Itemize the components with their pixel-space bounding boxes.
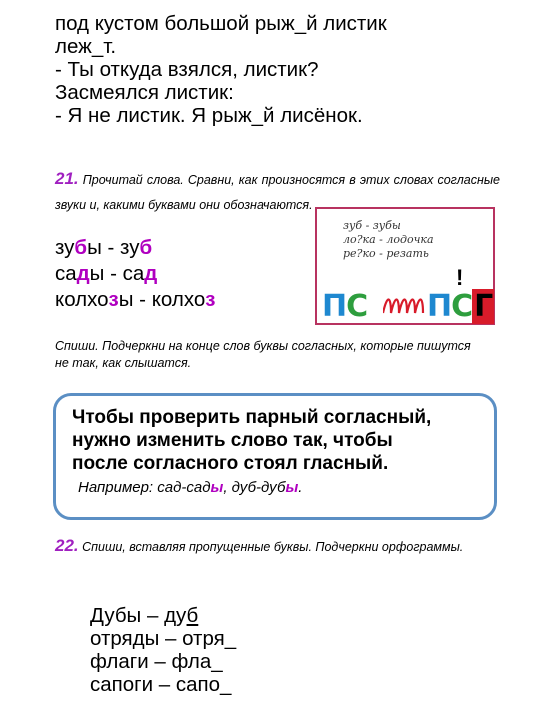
- exercise-line: [90, 650, 236, 673]
- task-22: [55, 533, 485, 560]
- word-text: сапоги – сапо: [90, 673, 221, 696]
- task-number: 21.: [55, 169, 79, 188]
- scheme-right: [427, 289, 494, 324]
- scheme-left-text: [322, 289, 367, 324]
- rule-line: после согласного стоял гласный.: [72, 453, 389, 474]
- task-instructions: Прочитай слова. Сравни, как произносятся в этих словах согласные звуки и, какими буквами они обозначаются.: [55, 173, 500, 212]
- consonant-letter: д: [144, 262, 158, 285]
- rule-example: [78, 479, 302, 496]
- rule-line: Чтобы проверить парный согласный,: [72, 407, 432, 428]
- blank: _: [220, 673, 232, 696]
- example-text: .: [298, 479, 303, 496]
- example-highlight: ы: [285, 479, 299, 496]
- blank: _: [211, 650, 223, 673]
- word-pair: [55, 261, 215, 287]
- handwritten-line: ре?ко - резать: [343, 247, 429, 260]
- word-stem: са: [122, 262, 145, 285]
- scheme-letter: П: [427, 289, 452, 324]
- scheme-letter: Г: [474, 289, 493, 324]
- scheme-right-text: [427, 289, 494, 324]
- task-instructions: Спиши, вставляя пропущенные буквы. Подчеркни орфограммы.: [82, 540, 464, 554]
- spring-connector-icon: [383, 295, 427, 317]
- exercise-line: [90, 627, 236, 650]
- example-text: , дуб-дуб: [223, 479, 286, 496]
- exercise-line: [90, 673, 236, 696]
- consonant-letter: з: [108, 288, 119, 311]
- scheme-letter: С: [346, 289, 368, 324]
- separator: -: [101, 236, 121, 259]
- consonant-letter: б: [139, 236, 153, 259]
- word-ending: ы: [118, 288, 134, 311]
- rule-box: [53, 393, 497, 520]
- rule-line: нужно изменить слово так, чтобы: [72, 430, 393, 451]
- scheme-letter: П: [322, 289, 347, 324]
- word-stem: колхо: [55, 288, 109, 311]
- intro-line: под кустом большой рыж_й листик: [55, 12, 387, 35]
- separator: -: [133, 288, 152, 311]
- handwritten-line: ло?ка - лодочка: [343, 233, 434, 246]
- word-text: Дубы – ду: [90, 604, 187, 627]
- underlined-letter: б: [186, 604, 199, 627]
- word-text: отряды – отря: [90, 627, 225, 650]
- word-pair: [55, 235, 215, 261]
- word-stem: са: [55, 262, 77, 285]
- intro-line: Засмеялся листик:: [55, 81, 234, 104]
- word-pair: [55, 287, 215, 313]
- example-highlight: ы: [210, 479, 224, 496]
- consonant-letter: з: [205, 288, 216, 311]
- exercise-line: [90, 604, 236, 627]
- intro-line: леж_т.: [55, 35, 117, 58]
- task-21-note: Спиши. Подчеркни на конце слов буквы согласных, которые пишутся не так, как слышатся.: [55, 339, 471, 370]
- word-stem: колхо: [151, 288, 206, 311]
- separator: -: [104, 262, 123, 285]
- consonant-letter: б: [74, 236, 88, 259]
- scheme-letter: С: [451, 289, 473, 324]
- exercise-words: [90, 604, 236, 696]
- handwritten-examples: [343, 219, 434, 261]
- word-text: флаги – фла: [90, 650, 212, 673]
- rule-illustration-card: [315, 207, 495, 325]
- word-pairs: [55, 235, 215, 313]
- intro-line: - Ты откуда взялся, листик?: [55, 58, 319, 81]
- handwritten-line: зуб - зубы: [343, 219, 401, 232]
- blank: _: [224, 627, 237, 650]
- task-number: 22.: [55, 536, 79, 555]
- intro-line: - Я не листик. Я рыж_й лисёнок.: [55, 104, 363, 127]
- scheme-left: [322, 289, 367, 324]
- word-ending: ы: [89, 262, 105, 285]
- word-ending: ы: [87, 236, 102, 259]
- word-stem: зу: [55, 236, 75, 259]
- example-text: Например: сад-сад: [78, 479, 211, 496]
- exclamation-mark: !: [456, 265, 464, 290]
- word-stem: зу: [120, 236, 140, 259]
- consonant-letter: д: [76, 262, 90, 285]
- rule-text: [72, 406, 431, 475]
- intro-text: [55, 12, 525, 127]
